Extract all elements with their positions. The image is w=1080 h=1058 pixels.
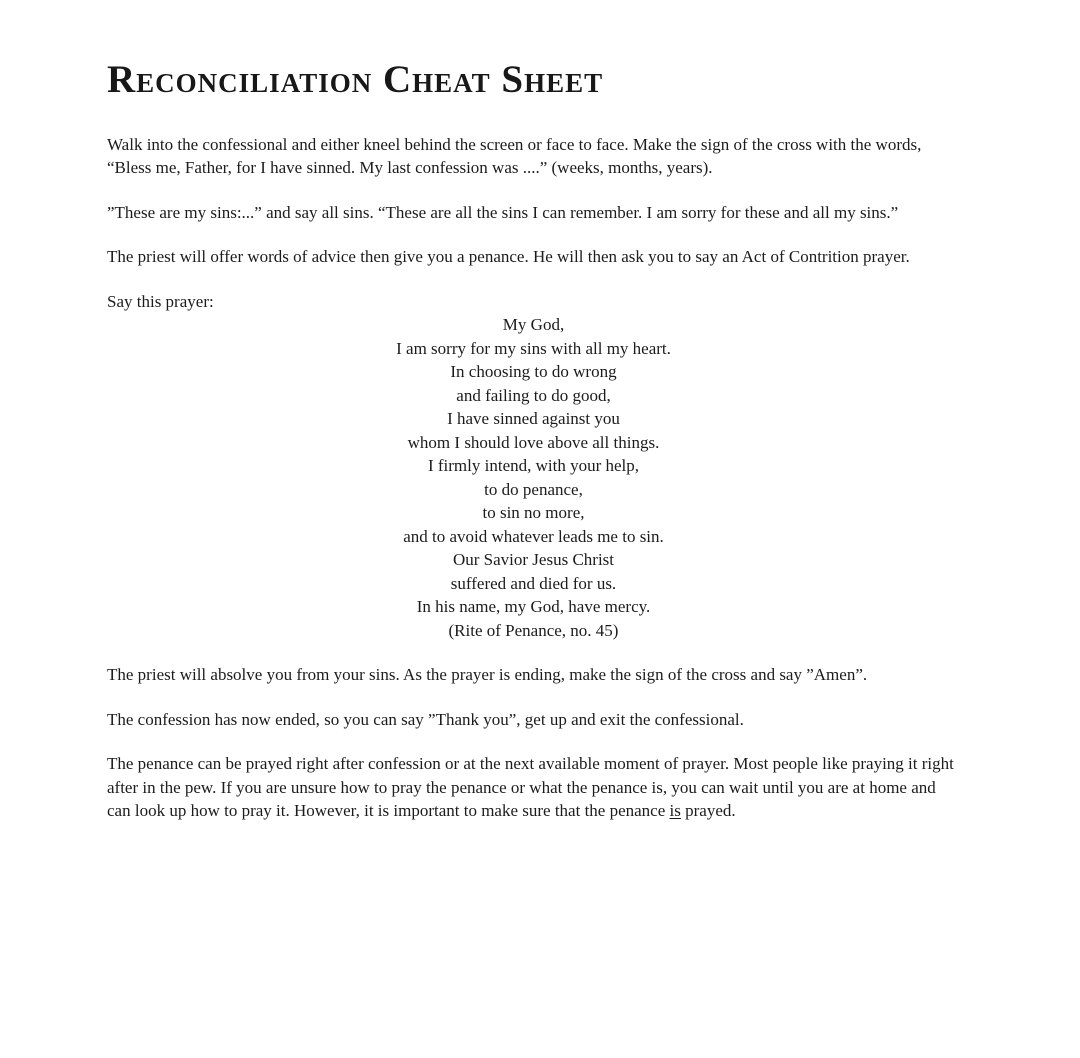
act-of-contrition-prayer (107, 313, 960, 642)
penance-text-before: The penance can be prayed right after confession or at the next available moment of prayer. Most people like praying it right after in the pew. If you are unsure how to pray the penance or what the penance is, you can wait until you are at home and can look up how to pray it. However, it is important to make sure that the penance (107, 754, 954, 821)
paragraph-priest-advice: The priest will offer words of advice then give you a penance. He will then ask you to say an Act of Contrition prayer. (107, 247, 910, 267)
penance-text-after: prayed. (680, 801, 736, 821)
paragraph-say-sins: ”These are my sins:...” and say all sins. “These are all the sins I can remember. I am sorry for these and all my sins.” (107, 202, 899, 222)
closing-section (107, 663, 960, 823)
penance-underlined-word: is (669, 801, 681, 821)
intro-section (107, 133, 960, 314)
paragraph-confession-ended: The confession has now ended, so you can say ”Thank you”, get up and exit the confessional. (107, 709, 744, 729)
document-title: Reconciliation Cheat Sheet (107, 58, 604, 101)
prayer-line: and failing to do good, (456, 385, 611, 405)
paragraph-confessional-entry: Walk into the confessional and either kneel behind the screen or face to face. Make the sign of the cross with the words, “Bless me, Father, for I have sinned. My last confession was ....” (weeks, months, years). (107, 134, 922, 178)
prayer-line: In his name, my God, have mercy. (416, 597, 651, 617)
prayer-line: In choosing to do wrong (450, 362, 617, 382)
prayer-line: My God, (502, 315, 565, 335)
prayer-line: Our Savior Jesus Christ (452, 550, 615, 570)
prayer-citation: (Rite of Penance, no. 45) (448, 620, 619, 640)
prayer-prompt: Say this prayer: (107, 291, 214, 311)
prayer-line: to sin no more, (482, 503, 585, 523)
paragraph-absolution: The priest will absolve you from your sins. As the prayer is ending, make the sign of the cross and say ”Amen”. (107, 665, 868, 685)
prayer-line: and to avoid whatever leads me to sin. (403, 526, 664, 546)
prayer-line: to do penance, (484, 479, 583, 499)
prayer-line: I firmly intend, with your help, (427, 456, 640, 476)
prayer-line: whom I should love above all things. (407, 432, 660, 452)
prayer-line: I have sinned against you (447, 409, 620, 429)
paragraph-penance (107, 752, 960, 823)
prayer-line: I am sorry for my sins with all my heart. (396, 338, 671, 358)
prayer-line: suffered and died for us. (450, 573, 617, 593)
